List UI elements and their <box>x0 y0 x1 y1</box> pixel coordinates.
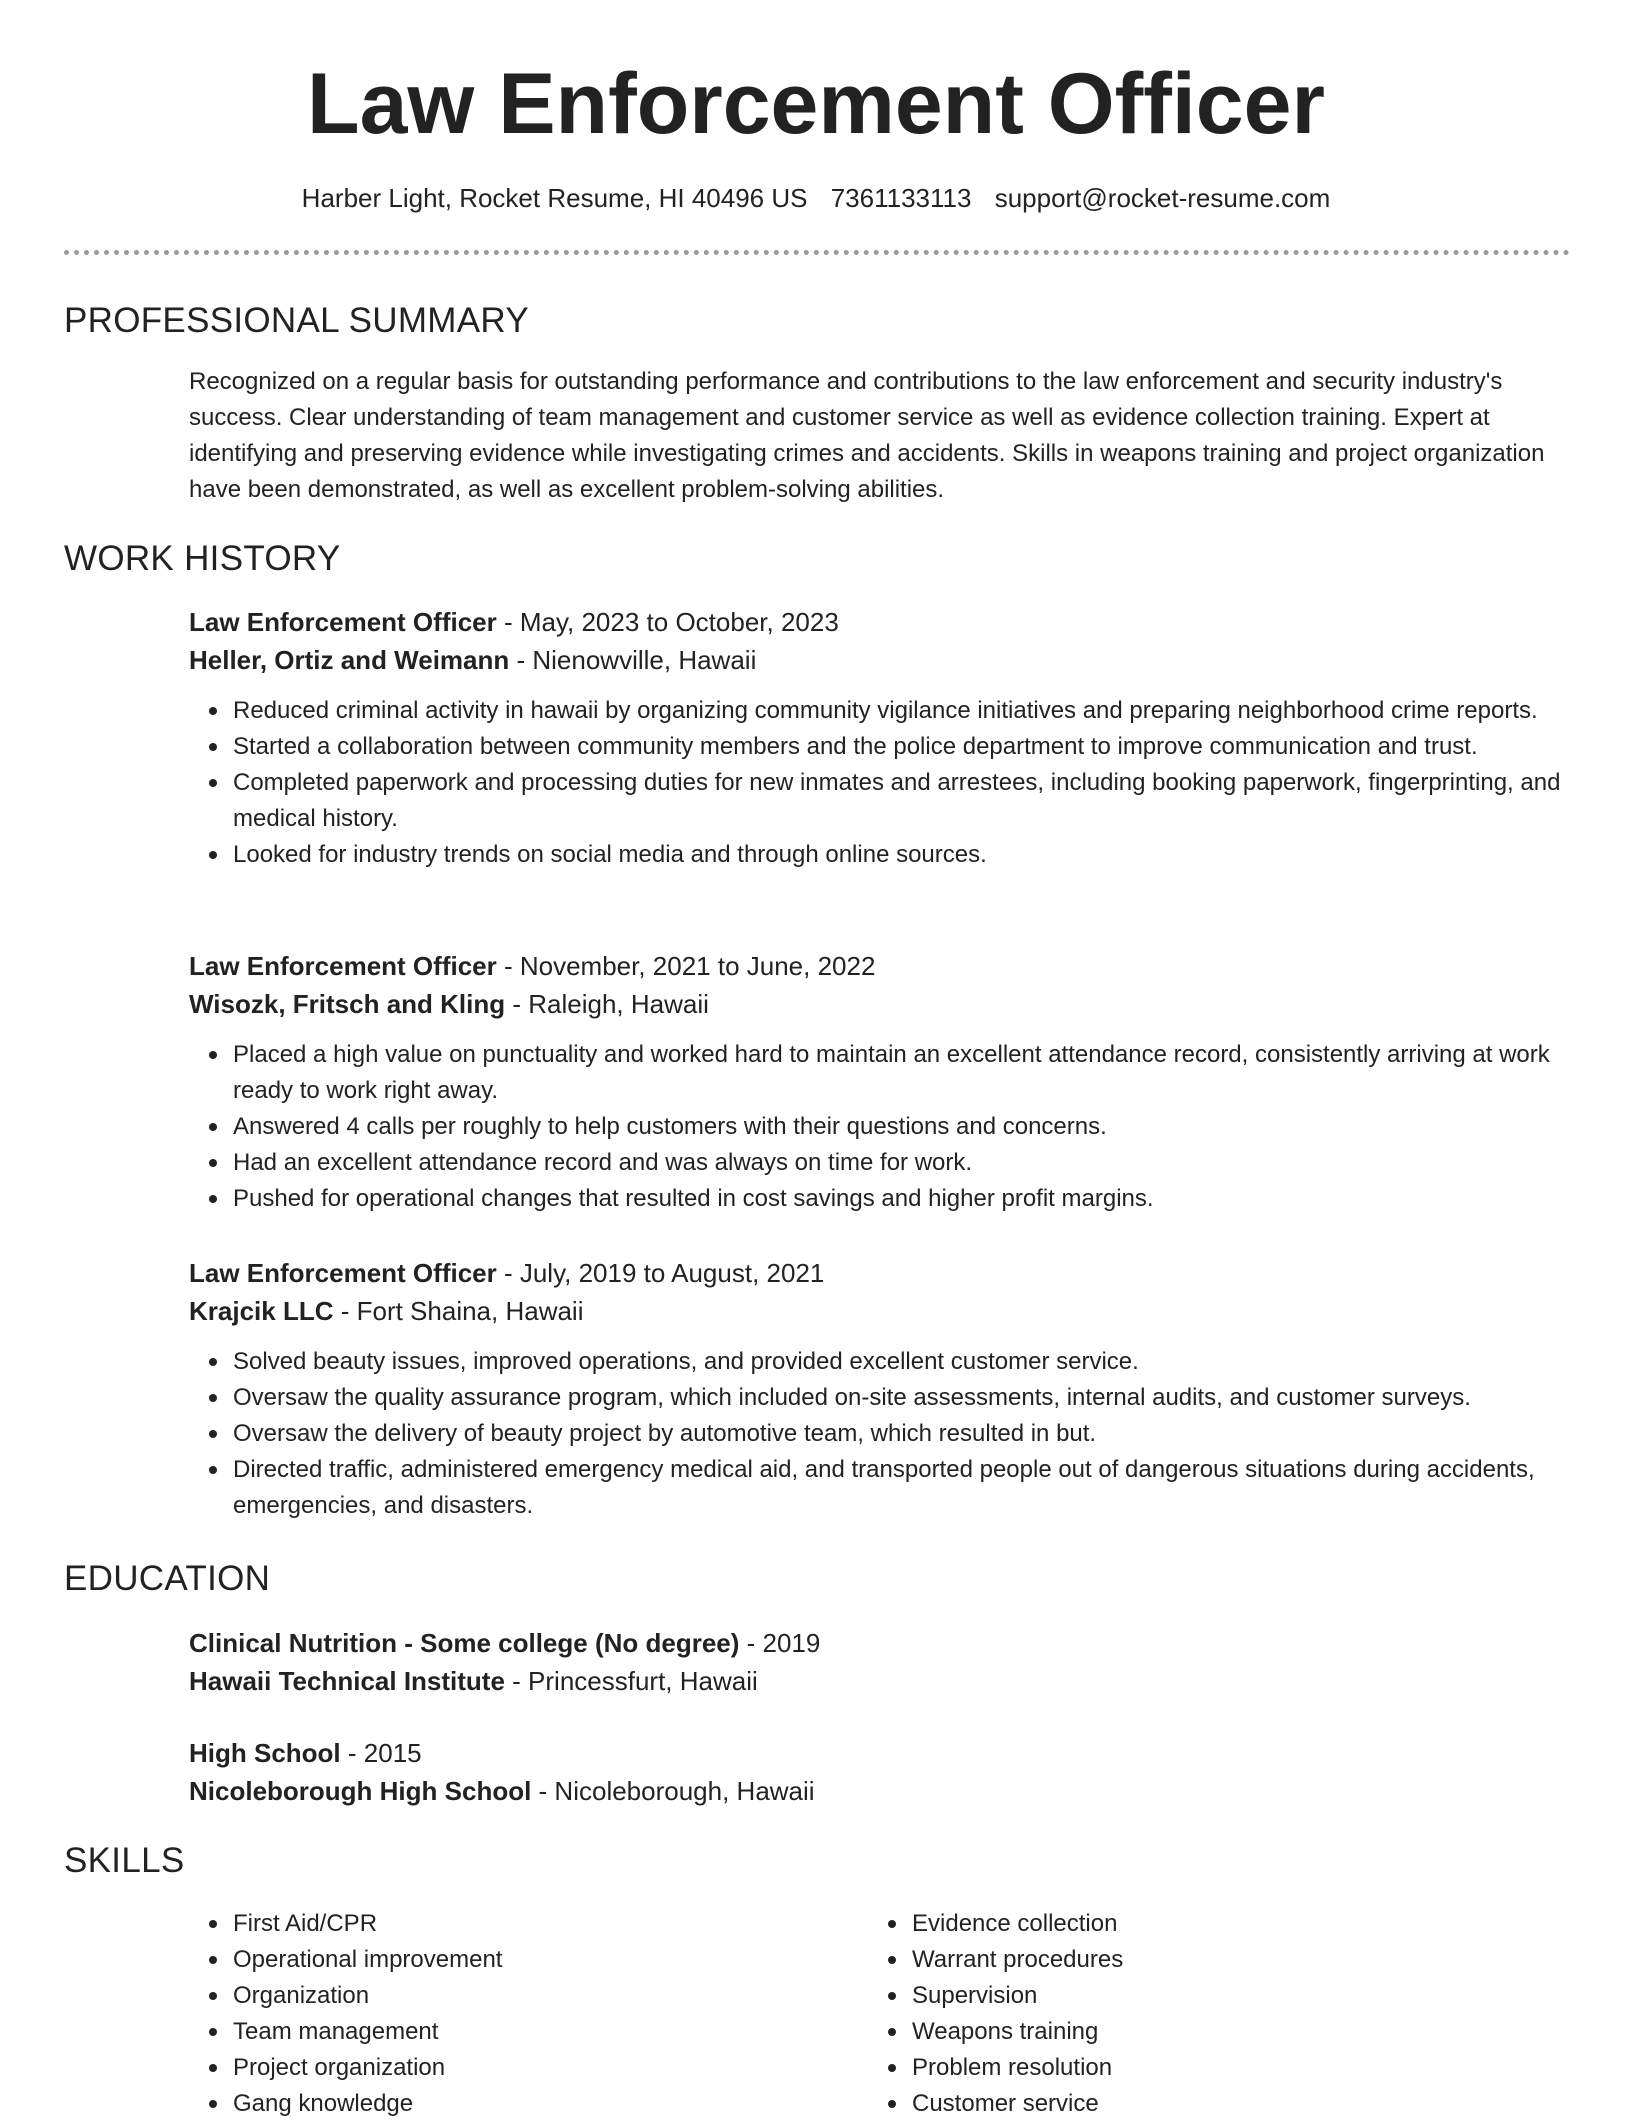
education-degree-line <box>189 1734 1569 1772</box>
education-entry <box>189 1734 1569 1810</box>
work-history-heading: WORK HISTORY <box>64 539 341 578</box>
education-degree-line <box>189 1624 1569 1662</box>
job-role: Law Enforcement Officer <box>189 607 497 637</box>
job-role: Law Enforcement Officer <box>189 1258 497 1288</box>
job-duty: Solved beauty issues, improved operations, and provided excellent customer service. <box>233 1344 1569 1380</box>
contact-line <box>0 180 1632 216</box>
job-company: Krajcik LLC <box>189 1296 334 1326</box>
skill-item: Supervision <box>912 1978 1123 2014</box>
education-location: - Nicoleborough, Hawaii <box>531 1776 815 1806</box>
job-duty: Placed a high value on punctuality and worked hard to maintain an excellent attendance record, consistently arriving at work ready to work right away. <box>233 1037 1569 1109</box>
candidate-name: Law Enforcement Officer <box>307 56 1325 152</box>
skill-item: Warrant procedures <box>912 1942 1123 1978</box>
job-dates: - July, 2019 to August, 2021 <box>496 1258 825 1288</box>
summary-heading: PROFESSIONAL SUMMARY <box>64 301 529 340</box>
skill-item: Evidence collection <box>912 1906 1123 1942</box>
education-entry <box>189 1624 1569 1700</box>
skills-list-left <box>189 1906 502 2122</box>
skill-item: Project organization <box>233 2050 502 2086</box>
job-title-line <box>189 947 1569 985</box>
job-duty: Oversaw the delivery of beauty project by automotive team, which resulted in but. <box>233 1416 1569 1452</box>
job-entry <box>189 1254 1569 1524</box>
job-title-line <box>189 1254 1569 1292</box>
skill-item: First Aid/CPR <box>233 1906 502 1942</box>
job-dates: - May, 2023 to October, 2023 <box>496 607 839 637</box>
education-degree: Clinical Nutrition - Some college (No degree) <box>189 1628 740 1658</box>
job-company-line <box>189 641 1569 679</box>
contact-phone: 7361133113 <box>830 183 972 213</box>
job-entry <box>189 603 1569 873</box>
contact-address: Harber Light, Rocket Resume, HI 40496 US <box>301 183 808 213</box>
job-company: Wisozk, Fritsch and Kling <box>189 989 506 1019</box>
job-company-line <box>189 1292 1569 1330</box>
education-school-line <box>189 1662 1569 1700</box>
job-location: - Nienowville, Hawaii <box>509 645 757 675</box>
contact-email: support@rocket-resume.com <box>994 183 1331 213</box>
job-duty: Started a collaboration between community members and the police department to improve communication and trust. <box>233 729 1569 765</box>
job-location: - Raleigh, Hawaii <box>505 989 709 1019</box>
job-role: Law Enforcement Officer <box>189 951 497 981</box>
summary-text: Recognized on a regular basis for outstanding performance and contributions to the law enforcement and security industry's success. Clear understanding of team management and customer service as well as evidence collection training. Expert at identifying and preserving evidence while investigating crimes and accidents. Skills in weapons training and project organization have been demonstrated, as well as excellent problem-solving abilities. <box>189 368 1545 503</box>
job-duties-list <box>189 693 1569 873</box>
job-duty: Pushed for operational changes that resulted in cost savings and higher profit margins. <box>233 1181 1569 1217</box>
education-school: Hawaii Technical Institute <box>189 1666 505 1696</box>
job-location: - Fort Shaina, Hawaii <box>333 1296 584 1326</box>
skill-item: Organization <box>233 1978 502 2014</box>
education-school: Nicoleborough High School <box>189 1776 532 1806</box>
education-school-line <box>189 1772 1569 1810</box>
skill-item: Operational improvement <box>233 1942 502 1978</box>
education-degree: High School <box>189 1738 341 1768</box>
education-year: - 2019 <box>739 1628 821 1658</box>
job-title-line <box>189 603 1569 641</box>
skills-heading: SKILLS <box>64 1841 185 1880</box>
job-duty: Reduced criminal activity in hawaii by organizing community vigilance initiatives and preparing neighborhood crime reports. <box>233 693 1569 729</box>
skill-item: Problem resolution <box>912 2050 1123 2086</box>
skill-item: Weapons training <box>912 2014 1123 2050</box>
header-divider <box>64 250 1570 255</box>
job-duty: Completed paperwork and processing duties for new inmates and arrestees, including booking paperwork, fingerprinting, and medical history. <box>233 765 1569 837</box>
job-duty: Looked for industry trends on social media and through online sources. <box>233 837 1569 873</box>
job-duties-list <box>189 1344 1569 1524</box>
education-year: - 2015 <box>340 1738 422 1768</box>
skill-item: Gang knowledge <box>233 2086 502 2122</box>
job-entry <box>189 947 1569 1217</box>
skills-list-right <box>868 1906 1123 2122</box>
skill-item: Team management <box>233 2014 502 2050</box>
education-location: - Princessfurt, Hawaii <box>504 1666 758 1696</box>
job-company-line <box>189 985 1569 1023</box>
skill-item: Customer service <box>912 2086 1123 2122</box>
job-duty: Directed traffic, administered emergency medical aid, and transported people out of dangerous situations during accidents, emergencies, and disasters. <box>233 1452 1569 1524</box>
job-duty: Had an excellent attendance record and was always on time for work. <box>233 1145 1569 1181</box>
job-company: Heller, Ortiz and Weimann <box>189 645 510 675</box>
job-duty: Oversaw the quality assurance program, which included on-site assessments, internal audits, and customer surveys. <box>233 1380 1569 1416</box>
job-duty: Answered 4 calls per roughly to help customers with their questions and concerns. <box>233 1109 1569 1145</box>
education-heading: EDUCATION <box>64 1559 271 1598</box>
job-dates: - November, 2021 to June, 2022 <box>496 951 876 981</box>
job-duties-list <box>189 1037 1569 1217</box>
